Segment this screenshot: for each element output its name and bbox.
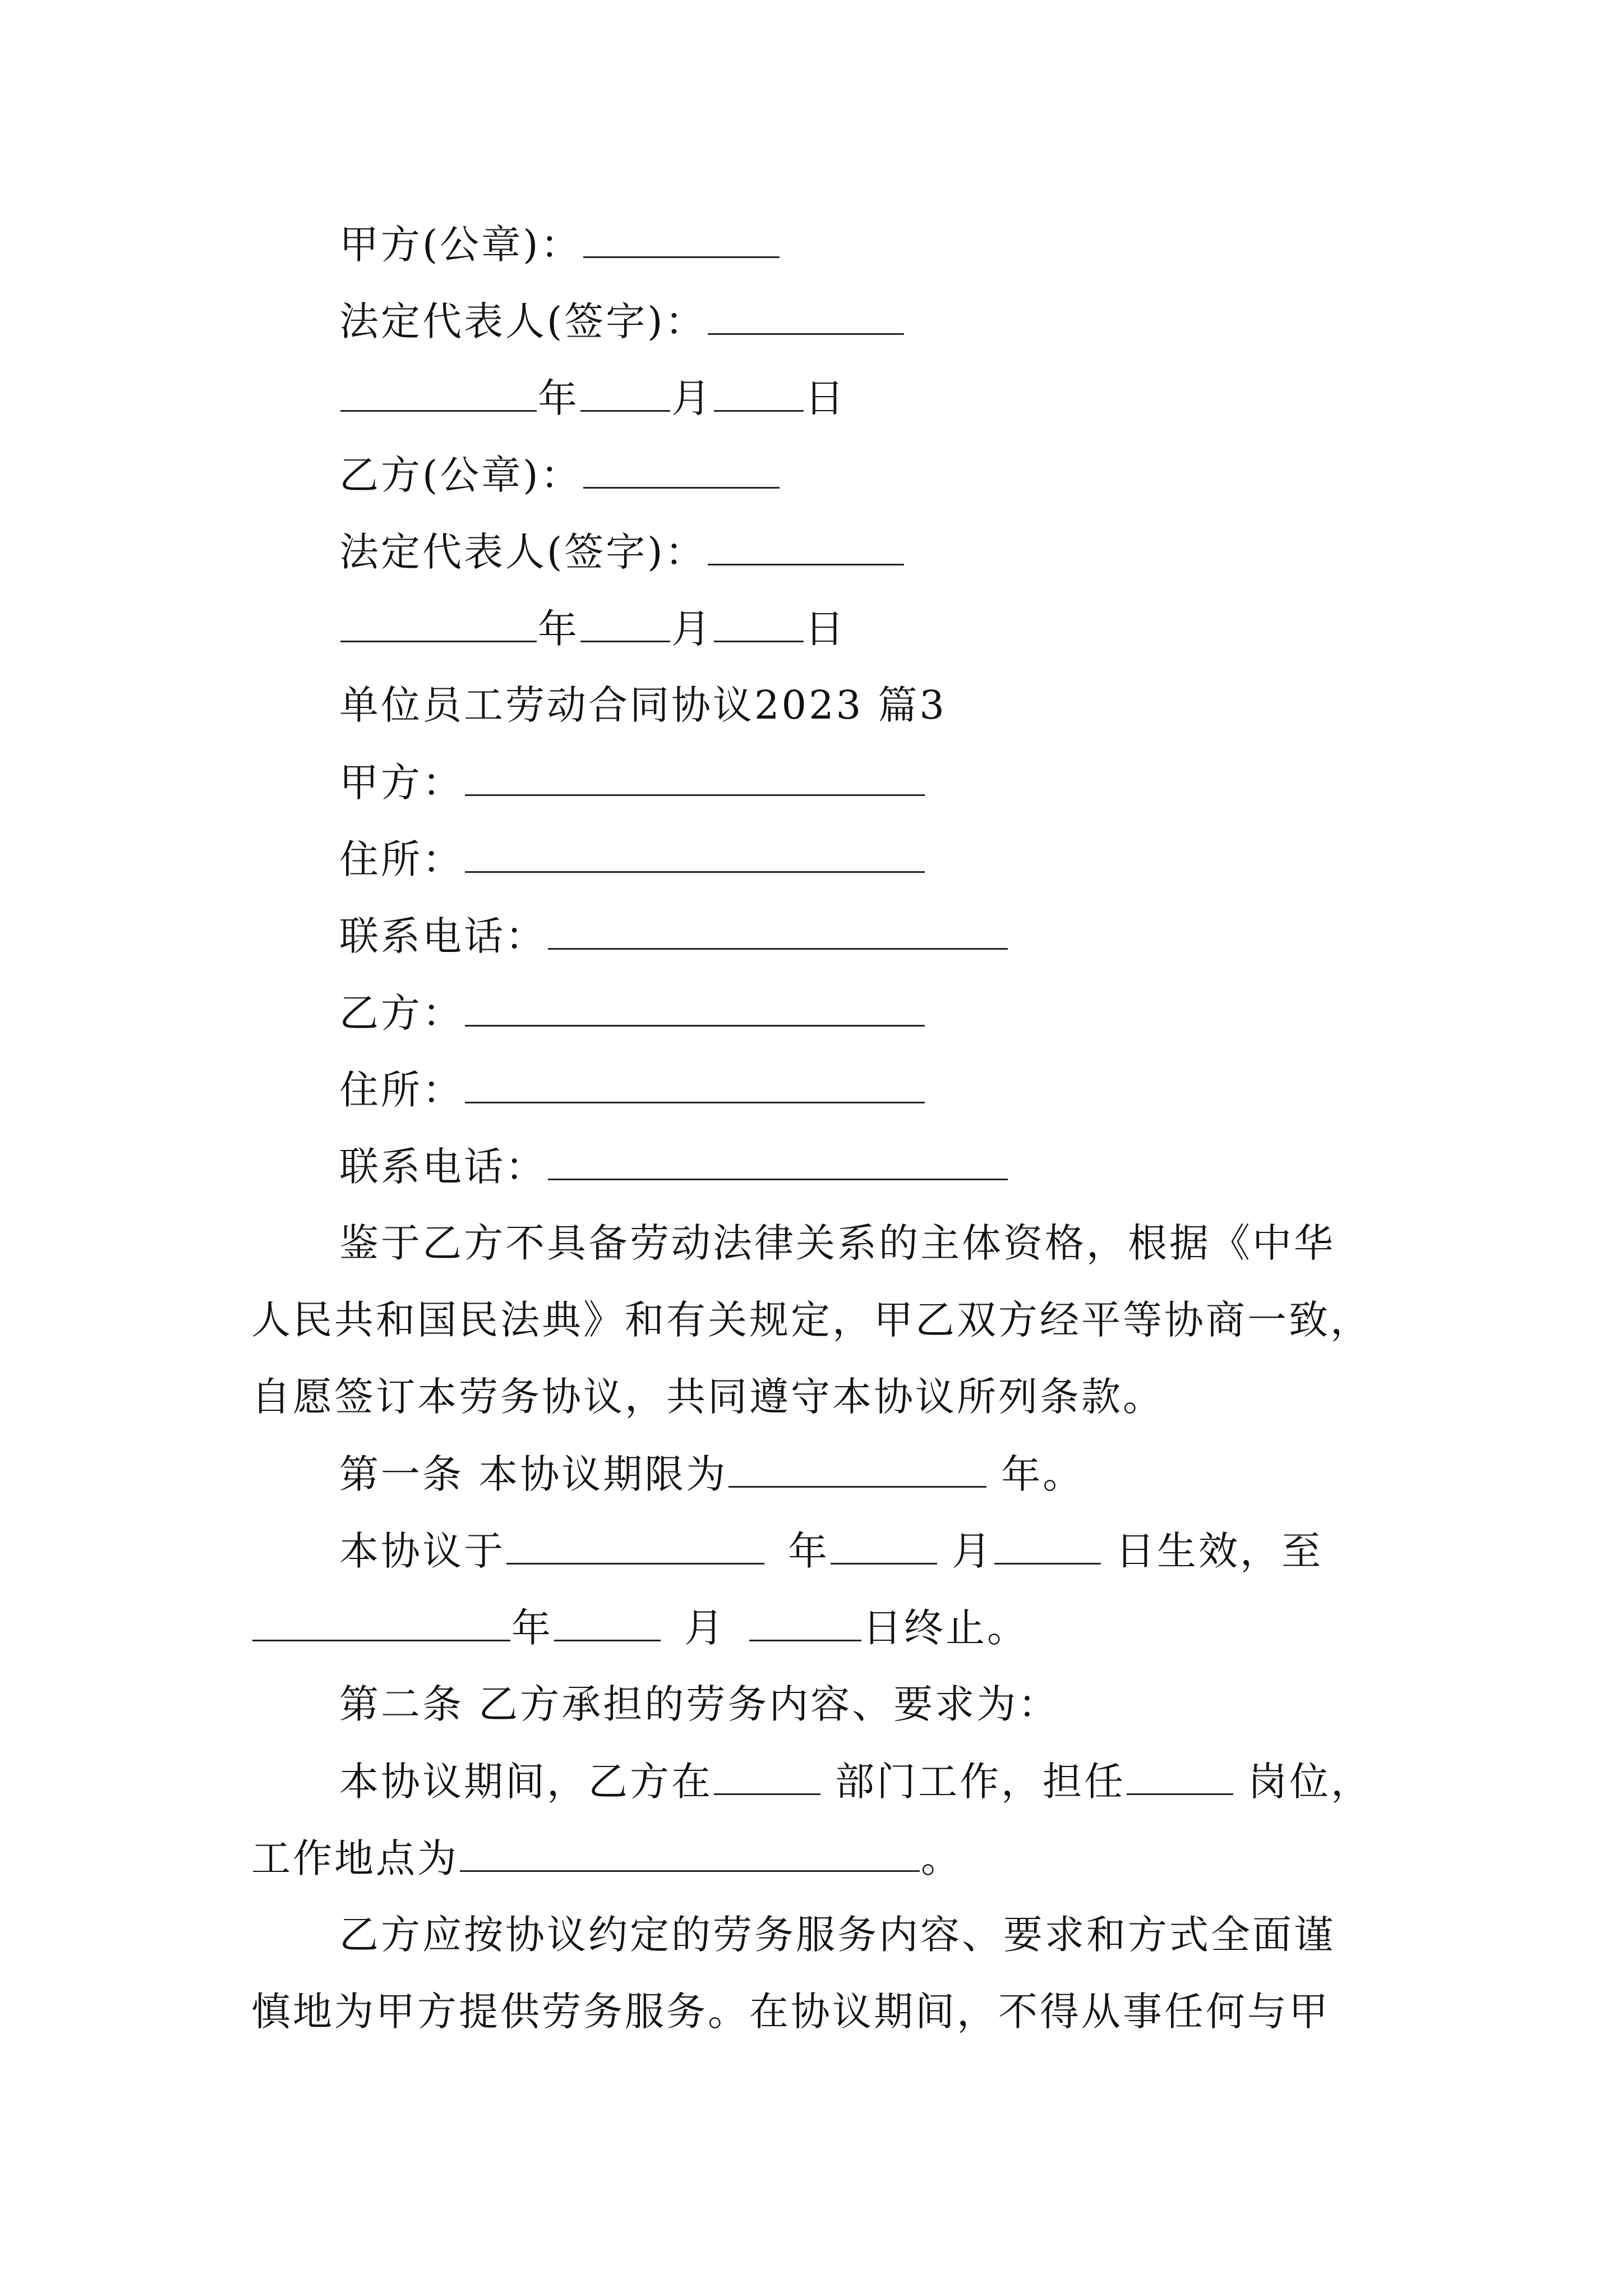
party-b-phone-blank: [548, 1138, 1008, 1180]
end-day-blank: [749, 1599, 861, 1641]
party-a-label: 甲方：: [339, 760, 464, 806]
work-location-line: [251, 1830, 962, 1887]
party-a-rep-blank: [708, 293, 904, 335]
preamble-line-3: 自愿签订本劳务协议，共同遵守本协议所列条款。: [251, 1374, 1164, 1420]
party-b-rep-blank: [708, 523, 904, 565]
party-a-date-line: [339, 370, 846, 426]
section-title: 单位员工劳动合同协议2023 篇3: [339, 682, 947, 728]
party-a-phone-label: 联系电话：: [339, 913, 547, 959]
party-b-name-line: [339, 984, 926, 1041]
party-a-address-label: 住所：: [339, 836, 464, 882]
party-a-address-blank: [465, 831, 925, 873]
year-blank: [340, 600, 537, 642]
party-b-seal-blank: [583, 447, 780, 489]
article-2-para-line-2: 慎地为甲方提供劳务服务。在协议期间，不得从事任何与甲: [251, 1989, 1330, 2035]
party-b-address-line: [339, 1061, 926, 1118]
party-a-address-line: [339, 831, 926, 887]
article-1-term-line: [339, 1446, 1084, 1502]
year-label: 年: [538, 375, 579, 421]
party-a-rep-label: 法定代表人(签字)：: [339, 298, 707, 344]
party-a-seal-label: 甲方(公章)：: [339, 222, 582, 268]
article-1-end-line: [251, 1599, 1029, 1656]
term-years-blank: [728, 1446, 986, 1488]
end-year-label: 年: [511, 1605, 553, 1651]
end-month-blank: [554, 1599, 661, 1641]
party-a-phone-blank: [548, 908, 1008, 950]
article-2-duty-line: [339, 1753, 1372, 1810]
party-a-phone-line: [339, 908, 1009, 964]
department-blank: [714, 1753, 820, 1795]
end-suffix: 日终止。: [863, 1605, 1029, 1651]
effect-year-label: 年: [788, 1528, 829, 1574]
article-1-effect-line: [339, 1522, 1323, 1579]
post-suffix: 岗位，: [1248, 1759, 1372, 1805]
post-blank: [1127, 1753, 1233, 1795]
party-b-seal-label: 乙方(公章)：: [339, 452, 582, 498]
party-a-seal-line: [339, 216, 781, 273]
party-b-date-line: [339, 600, 846, 657]
article-1-prefix: 第一条 本协议期限为: [339, 1451, 728, 1497]
month-blank: [580, 370, 670, 412]
term-year-suffix: 年。: [1001, 1451, 1085, 1497]
duty-prefix: 本协议期间，乙方在: [339, 1759, 713, 1805]
party-b-phone-line: [339, 1138, 1009, 1195]
party-a-name-blank: [465, 754, 925, 796]
preamble-line-2: 人民共和国民法典》和有关规定，甲乙双方经平等协商一致，: [251, 1297, 1372, 1343]
party-b-rep-line: [339, 523, 905, 580]
day-blank: [714, 600, 804, 642]
year-label: 年: [538, 606, 579, 652]
party-b-seal-line: [339, 447, 781, 503]
party-b-address-label: 住所：: [339, 1067, 464, 1113]
month-label: 月: [671, 375, 713, 421]
party-b-label: 乙方：: [339, 990, 464, 1036]
day-blank: [714, 370, 804, 412]
effect-year-blank: [506, 1522, 764, 1565]
year-blank: [340, 370, 537, 412]
preamble-line-1: 鉴于乙方不具备劳动法律关系的主体资格，根据《中华: [339, 1220, 1335, 1266]
end-month-label: 月: [684, 1605, 726, 1651]
effect-month-label: 月: [952, 1528, 993, 1574]
party-b-name-blank: [465, 984, 925, 1027]
party-a-rep-line: [339, 293, 905, 349]
effect-suffix: 日生效，至: [1115, 1528, 1323, 1574]
location-suffix: 。: [921, 1835, 962, 1881]
day-label: 日: [805, 375, 846, 421]
party-b-rep-label: 法定代表人(签字)：: [339, 529, 707, 575]
department-suffix: 部门工作，担任: [835, 1759, 1126, 1805]
party-b-phone-label: 联系电话：: [339, 1144, 547, 1190]
article-2-title: 第二条 乙方承担的劳务内容、要求为：: [339, 1681, 1060, 1727]
day-label: 日: [805, 606, 846, 652]
article-2-para-line-1: 乙方应按协议约定的劳务服务内容、要求和方式全面谨: [339, 1912, 1335, 1958]
party-a-name-line: [339, 754, 926, 811]
effect-day-blank: [994, 1522, 1101, 1565]
location-blank: [460, 1830, 920, 1872]
effect-prefix: 本协议于: [339, 1528, 505, 1574]
party-a-seal-blank: [583, 216, 780, 258]
end-year-blank: [252, 1599, 510, 1641]
effect-month-blank: [831, 1522, 937, 1565]
party-b-address-blank: [465, 1061, 925, 1103]
month-label: 月: [671, 606, 713, 652]
month-blank: [580, 600, 670, 642]
location-prefix: 工作地点为: [251, 1835, 459, 1881]
